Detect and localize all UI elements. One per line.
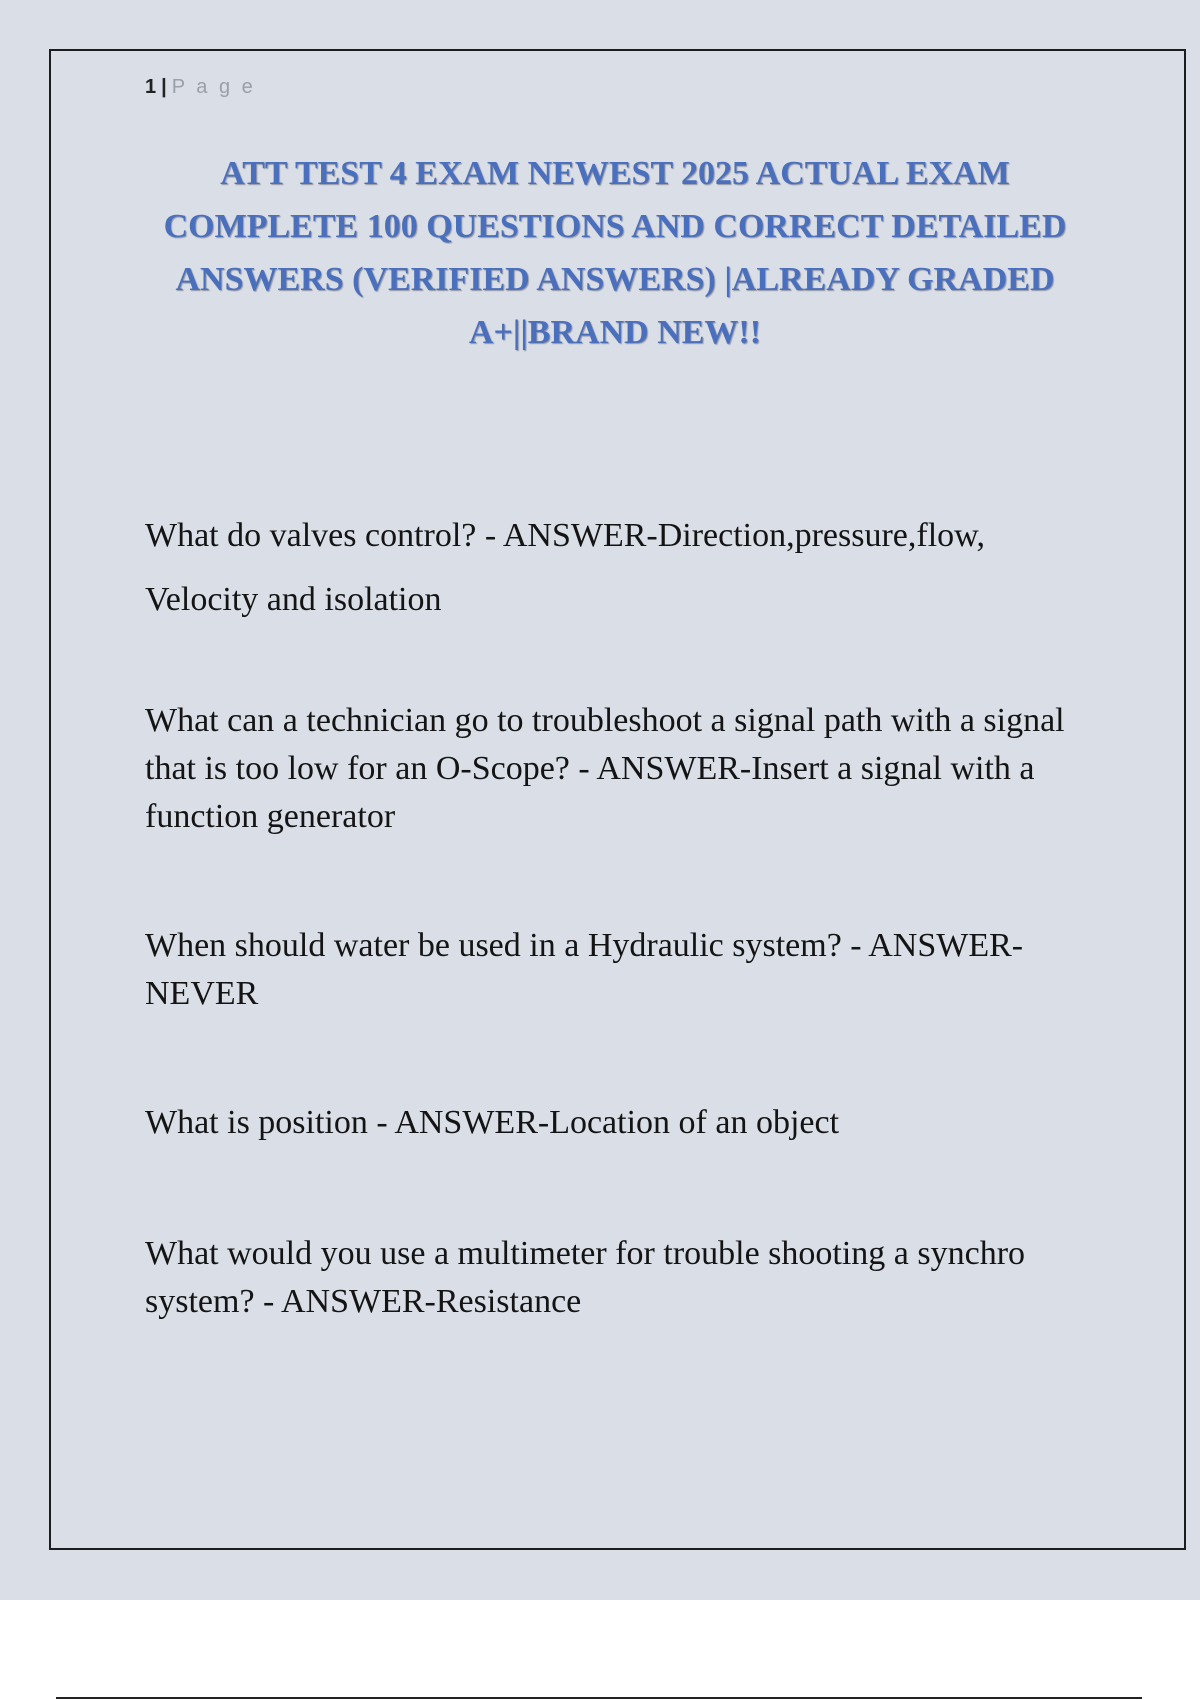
footer-divider xyxy=(56,1697,1142,1699)
page-number: 1 xyxy=(145,76,158,98)
question-answer-5: What would you use a multimeter for trouble shooting a synchro system? - ANSWER-Resistance xyxy=(145,1235,1026,1320)
document-title: ATT TEST 4 EXAM NEWEST 2025 ACTUAL EXAM COMPLETE 100 QUESTIONS AND CORRECT DETAILED ANSWERS (VERIFIED ANSWERS) |ALREADY GRADED A+||BRAND NEW!! xyxy=(163,155,1067,351)
question-answer-1: What do valves control? - ANSWER-Direction,pressure,flow, Velocity and isolation xyxy=(145,517,986,618)
page-label: P a g e xyxy=(171,76,256,98)
question-answer-4: What is position - ANSWER-Location of an object xyxy=(145,1104,840,1141)
question-answer-3: When should water be used in a Hydraulic system? - ANSWER-NEVER xyxy=(145,927,1024,1012)
page-number-separator: | xyxy=(161,76,168,98)
question-answer-2: What can a technician go to troubleshoot a signal path with a signal that is too low for an O-Scope? - ANSWER-Insert a signal with a function generator xyxy=(145,702,1065,835)
page-number-header xyxy=(145,76,256,99)
